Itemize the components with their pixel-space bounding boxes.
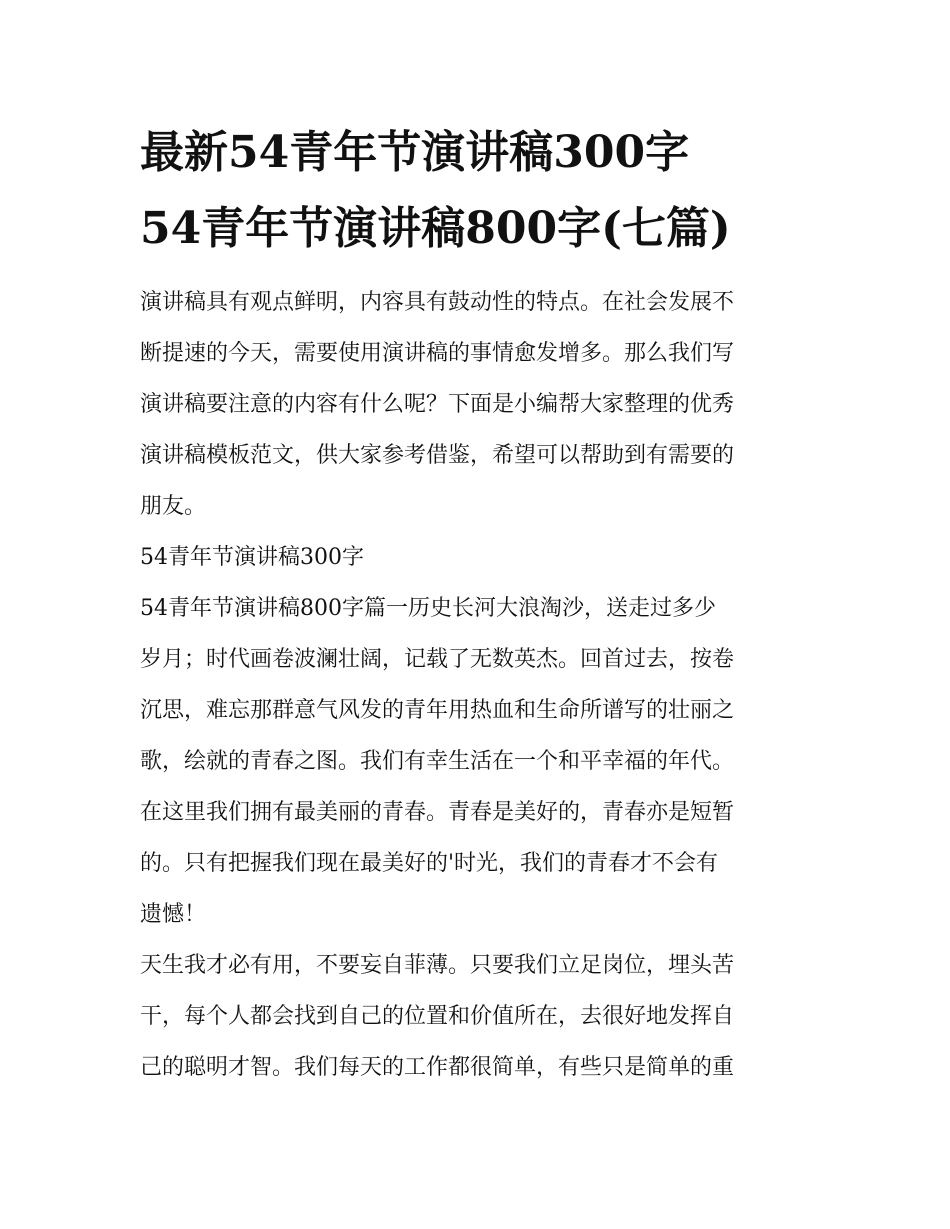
text-line: 沉思，难忘那群意气风发的青年用热血和生命所谱写的壮丽之 [140, 698, 735, 723]
text-line: 演讲稿模板范文，供大家参考借鉴，希望可以帮助到有需要的 [140, 443, 735, 468]
text-line: 歌，绘就的青春之图。我们有幸生活在一个和平幸福的年代。 [140, 749, 735, 774]
text-line: 演讲稿要注意的内容有什么呢？下面是小编帮大家整理的优秀 [140, 392, 735, 417]
title-line-2: 54青年节演讲稿800字(七篇) [140, 203, 731, 254]
title-line-1: 最新54青年节演讲稿300字 [140, 127, 690, 178]
text-line: 己的聪明才智。我们每天的工作都很简单，有些只是简单的重 [140, 1055, 735, 1080]
text-line: 天生我才必有用，不要妄自菲薄。只要我们立足岗位，埋头苦 [140, 953, 735, 978]
text-line: 的。只有把握我们现在最美好的'时光，我们的青春才不会有 [140, 851, 719, 876]
document-title [140, 115, 820, 267]
text-line: 干，每个人都会找到自己的位置和价值所在，去很好地发挥自 [140, 1004, 735, 1029]
intro-paragraph [140, 277, 820, 532]
document-content [140, 115, 820, 1093]
text-line: 演讲稿具有观点鲜明，内容具有鼓动性的特点。在社会发展不 [140, 290, 735, 315]
speech-paragraph-1 [140, 583, 820, 940]
text-line: 54青年节演讲稿300字 [140, 545, 364, 570]
text-line: 54青年节演讲稿800字篇一历史长河大浪淘沙，送走过多少 [140, 596, 716, 621]
section-heading-paragraph [140, 532, 820, 583]
text-line: 在这里我们拥有最美丽的青春。青春是美好的，青春亦是短暂 [140, 800, 735, 825]
text-line: 朋友。 [140, 494, 207, 519]
text-line: 断提速的今天，需要使用演讲稿的事情愈发增多。那么我们写 [140, 341, 735, 366]
text-line: 岁月；时代画卷波澜壮阔，记载了无数英杰。回首过去，按卷 [140, 647, 735, 672]
document-body [140, 277, 820, 1093]
text-line: 遗憾！ [140, 902, 207, 927]
speech-paragraph-2 [140, 940, 820, 1093]
